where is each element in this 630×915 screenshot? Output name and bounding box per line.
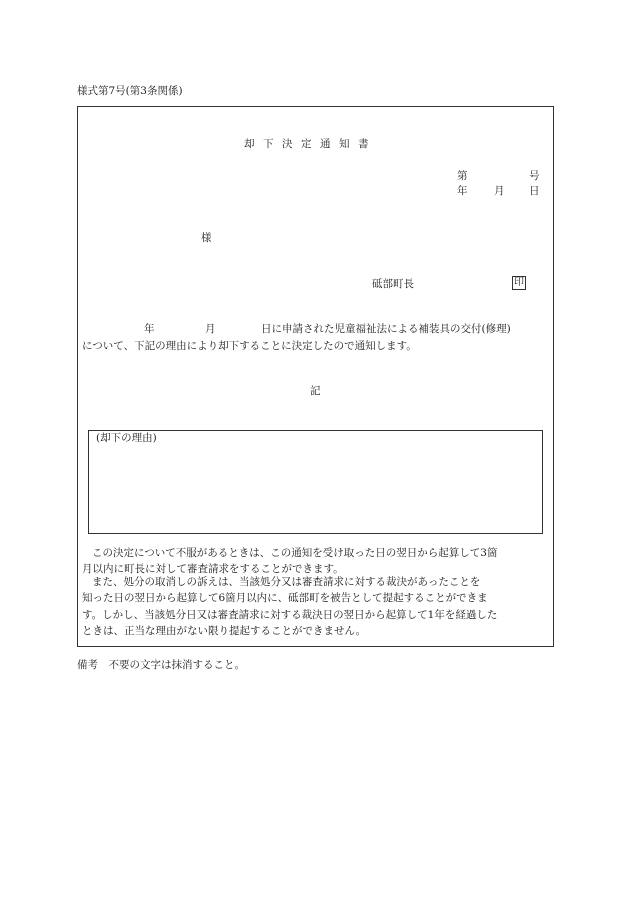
body-text-line1: 日に申請された児童福祉法による補装具の交付(修理) [261, 323, 511, 335]
date-year-label: 年 [457, 185, 468, 197]
number-go-label: 号 [529, 170, 540, 182]
issuer-name: 砥部町長 [372, 278, 414, 290]
notice-paragraph1-line2: 月以内に町長に対して審査請求をすることができます。 [82, 563, 344, 575]
ki-heading: 記 [310, 385, 321, 397]
form-number: 様式第7号(第3条関係) [77, 85, 183, 97]
application-year-label: 年 [144, 323, 155, 335]
notice-paragraph2-line2: 知った日の翌日から起算して6箇月以内に、砥部町を被告として提起することができま [82, 592, 488, 604]
document-title: 却下決定通知書 [244, 138, 377, 150]
seal-stamp: 印 [514, 277, 524, 288]
date-month-label: 月 [494, 185, 505, 197]
notice-paragraph1-line1: この決定について不服があるときは、この通知を受け取った日の翌日から起算して3箇 [92, 547, 498, 559]
number-dai-label: 第 [457, 170, 468, 182]
notice-paragraph2-line4: ときは、正当な理由がない限り提起することができません。 [82, 625, 367, 637]
application-month-label: 月 [205, 323, 216, 335]
remarks-note: 備考 不要の文字は抹消すること。 [77, 659, 245, 671]
notice-paragraph2-line3: す。しかし、当該処分日又は審査請求に対する裁決日の翌日から起算して1年を経過した [82, 609, 498, 621]
notice-paragraph2-line1: また、処分の取消しの訴えは、当該処分又は審査請求に対する裁決があったことを [92, 576, 481, 588]
reason-box [88, 430, 543, 534]
reason-label: (却下の理由) [96, 432, 157, 444]
date-day-label: 日 [529, 185, 540, 197]
addressee-honorific: 様 [201, 232, 212, 244]
body-text-line2: について、下記の理由により却下することに決定したので通知します。 [82, 340, 417, 352]
